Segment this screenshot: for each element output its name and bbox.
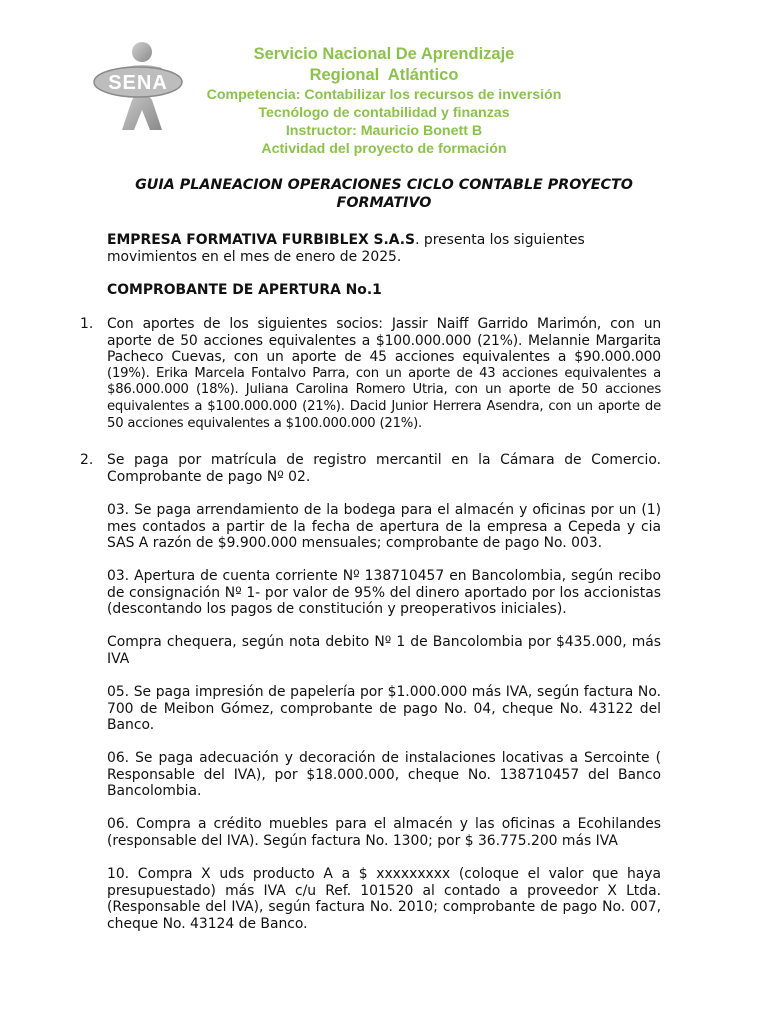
title-line-1: GUIA PLANEACION OPERACIONES CICLO CONTABLE PROYECTO <box>135 177 633 193</box>
org-name: Servicio Nacional De Aprendizaje <box>253 45 515 63</box>
paragraph-muebles: 06. Compra a crédito muebles para el almacén y las oficinas a Ecohilandes (responsable del IVA). Según factura No. 1300; por $ 36.775.200 más IVA <box>107 816 661 849</box>
item1-line: 50 acciones equivalentes a $100.000.000 (21%). <box>107 415 423 431</box>
intro-text: . presenta los siguientes movimientos en el mes de enero de 2025. <box>107 232 585 265</box>
item1-line: Pacheco Cuevas, con un aporte de 45 acciones equivalentes a $90.000.000 <box>107 349 661 366</box>
paragraph-chequera: Compra chequera, según nota debito Nº 1 de Bancolombia por $435.000, más IVA <box>107 634 661 667</box>
item1-line: $86.000.000 (18%). Juliana Carolina Romero Utria, con un aporte de 50 acciones <box>107 382 661 398</box>
paragraph-arrendamiento: 03. Se paga arrendamiento de la bodega para el almacén y oficinas por un (1) mes contados a partir de la fecha de apertura de la empresa a Cepeda y cia SAS A razón de $9.900.000 mensuales; comprobante de pago No. 003. <box>107 502 661 552</box>
paragraph-apertura-cuenta: 03. Apertura de cuenta corriente Nº 138710457 en Bancolombia, según recibo de consignación Nº 1- por valor de 95% del dinero aportado por los accionistas (descontando los pagos de constitución y preoperativos iniciales). <box>107 568 661 618</box>
paragraph-papeleria: 05. Se paga impresión de papelería por $1.000.000 más IVA, según factura No. 700 de Meibon Gómez, comprobante de pago No. 04, cheque No. 43122 del Banco. <box>107 684 661 734</box>
document-title <box>110 176 658 212</box>
section-heading: COMPROBANTE DE APERTURA No.1 <box>107 282 382 298</box>
instructor: Instructor: Mauricio Bonett B <box>285 123 483 139</box>
actividad: Actividad del proyecto de formación <box>261 141 507 157</box>
title-line-2: FORMATIVO <box>336 195 432 211</box>
list-item-1 <box>107 316 661 432</box>
item1-line: equivalentes a $100.000.000 (21%). Dacid Junior Herrera Asendra, con un aporte de <box>107 398 661 414</box>
paragraph-compra-producto: 10. Compra X uds producto A a $ xxxxxxxxx (coloque el valor que haya presupuestado) más IVA c/u Ref. 101520 al contado a proveedor X Ltda. (Responsable del IVA), según factura No. 2010; comprobante de pago No. 007, cheque No. 43124 de Banco. <box>107 866 661 932</box>
programa: Tecnólogo de contabilidad y finanzas <box>258 105 510 121</box>
logo-text: SENA <box>108 72 168 94</box>
header-block <box>190 44 578 158</box>
competencia: Competencia: Contabilizar los recursos de inversión <box>206 87 562 103</box>
item1-line: Con aportes de los siguientes socios: Jassir Naiff Garrido Marimón, con un <box>107 316 661 332</box>
intro-paragraph <box>107 232 661 265</box>
regional: Regional Atlántico <box>309 66 459 84</box>
sena-logo <box>92 38 192 136</box>
item1-line: (19%). Erika Marcela Fontalvo Parra, con un aporte de 43 acciones equivalentes a <box>107 365 661 381</box>
item-number-1: 1. <box>80 316 94 332</box>
list-item-2: Se paga por matrícula de registro mercantil en la Cámara de Comercio. Comprobante de pago Nº 02. <box>107 452 661 485</box>
item1-line: aporte de 50 acciones equivalentes a $100.000.000 (21%). Melannie Margarita <box>107 332 661 349</box>
item-number-2: 2. <box>80 452 94 468</box>
paragraph-adecuacion: 06. Se paga adecuación y decoración de instalaciones locativas a Sercointe ( Responsable del IVA), por $18.000.000, cheque No. 138710457 del Banco Bancolombia. <box>107 750 661 800</box>
company-name: EMPRESA FORMATIVA FURBIBLEX S.A.S <box>107 232 416 248</box>
